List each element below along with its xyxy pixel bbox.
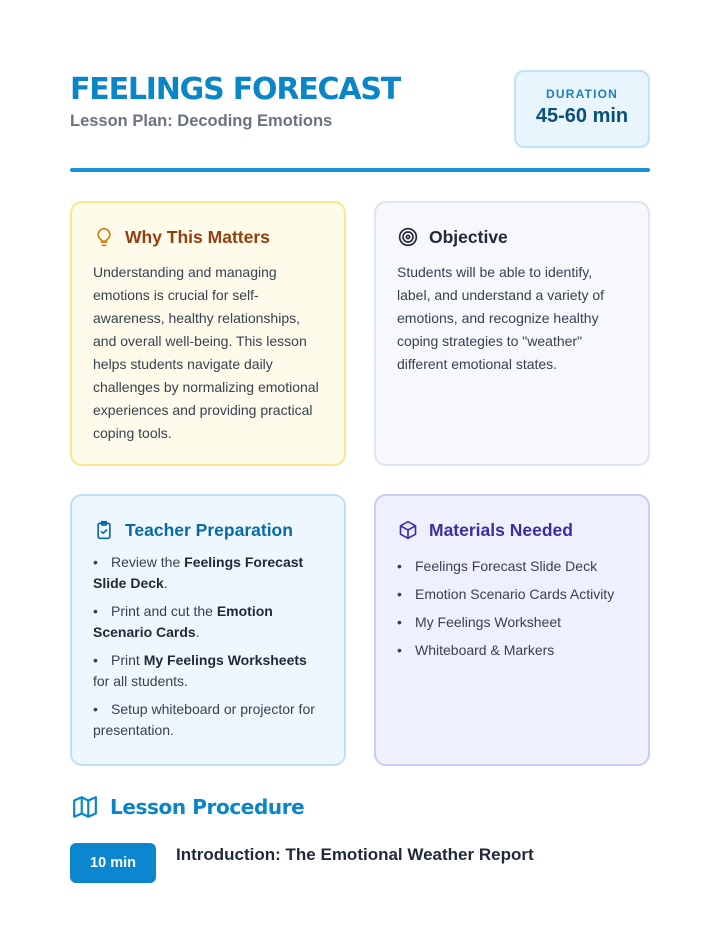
objective-card-heading	[397, 225, 628, 249]
duration-box	[514, 70, 650, 148]
procedure-heading	[72, 794, 304, 820]
prep-card-title: Teacher Preparation	[125, 519, 293, 540]
list-item: • Review the Feelings Forecast Slide Deck.	[93, 554, 304, 591]
list-item: • Emotion Scenario Cards Activity	[397, 586, 615, 602]
teacher-preparation-card	[70, 494, 346, 766]
duration-value: 45-60 min	[535, 105, 629, 127]
map-icon	[72, 794, 98, 820]
procedure-title: Lesson Procedure	[110, 795, 305, 819]
list-item: • Print My Feelings Worksheets for all students.	[93, 652, 307, 689]
materials-list	[397, 556, 628, 661]
list-item: • Feelings Forecast Slide Deck	[397, 558, 598, 574]
materials-card-title: Materials Needed	[429, 519, 573, 540]
target-icon	[397, 226, 419, 248]
prep-card-heading	[93, 518, 324, 542]
header-divider	[70, 168, 650, 172]
procedure-step	[70, 843, 650, 883]
page-subtitle: Lesson Plan: Decoding Emotions	[70, 112, 333, 130]
objective-card-title: Objective	[429, 226, 508, 247]
list-item: • Print and cut the Emotion Scenario Cards.	[93, 603, 273, 640]
duration-label: DURATION	[545, 87, 619, 101]
objective-card	[374, 201, 650, 466]
lightbulb-icon	[93, 226, 115, 248]
materials-needed-card	[374, 494, 650, 766]
lesson-header	[70, 70, 650, 150]
objective-card-text: Students will be able to identify, label, and understand a variety of emotions, and recognize healthy coping strategies to "weather" different emotional states.	[397, 264, 605, 372]
clipboard-check-icon	[93, 519, 115, 541]
why-card-heading	[93, 225, 324, 249]
why-this-matters-card	[70, 201, 346, 466]
list-item: • Whiteboard & Markers	[397, 642, 555, 658]
step-title: Introduction: The Emotional Weather Report	[176, 845, 534, 864]
box-icon	[397, 519, 419, 541]
list-item: • My Feelings Worksheet	[397, 614, 562, 630]
materials-card-heading	[397, 518, 628, 542]
list-item: • Setup whiteboard or projector for presentation.	[93, 701, 315, 738]
why-card-title: Why This Matters	[125, 226, 270, 247]
page-title: FEELINGS FORECAST	[70, 72, 401, 107]
prep-list	[93, 552, 324, 741]
why-card-text: Understanding and managing emotions is crucial for self-awareness, healthy relationships, and overall well-being. This lesson helps students navigate daily challenges by normalizing emotional experiences and providing practical coping tools.	[93, 264, 319, 441]
step-time-badge: 10 min	[70, 843, 156, 883]
